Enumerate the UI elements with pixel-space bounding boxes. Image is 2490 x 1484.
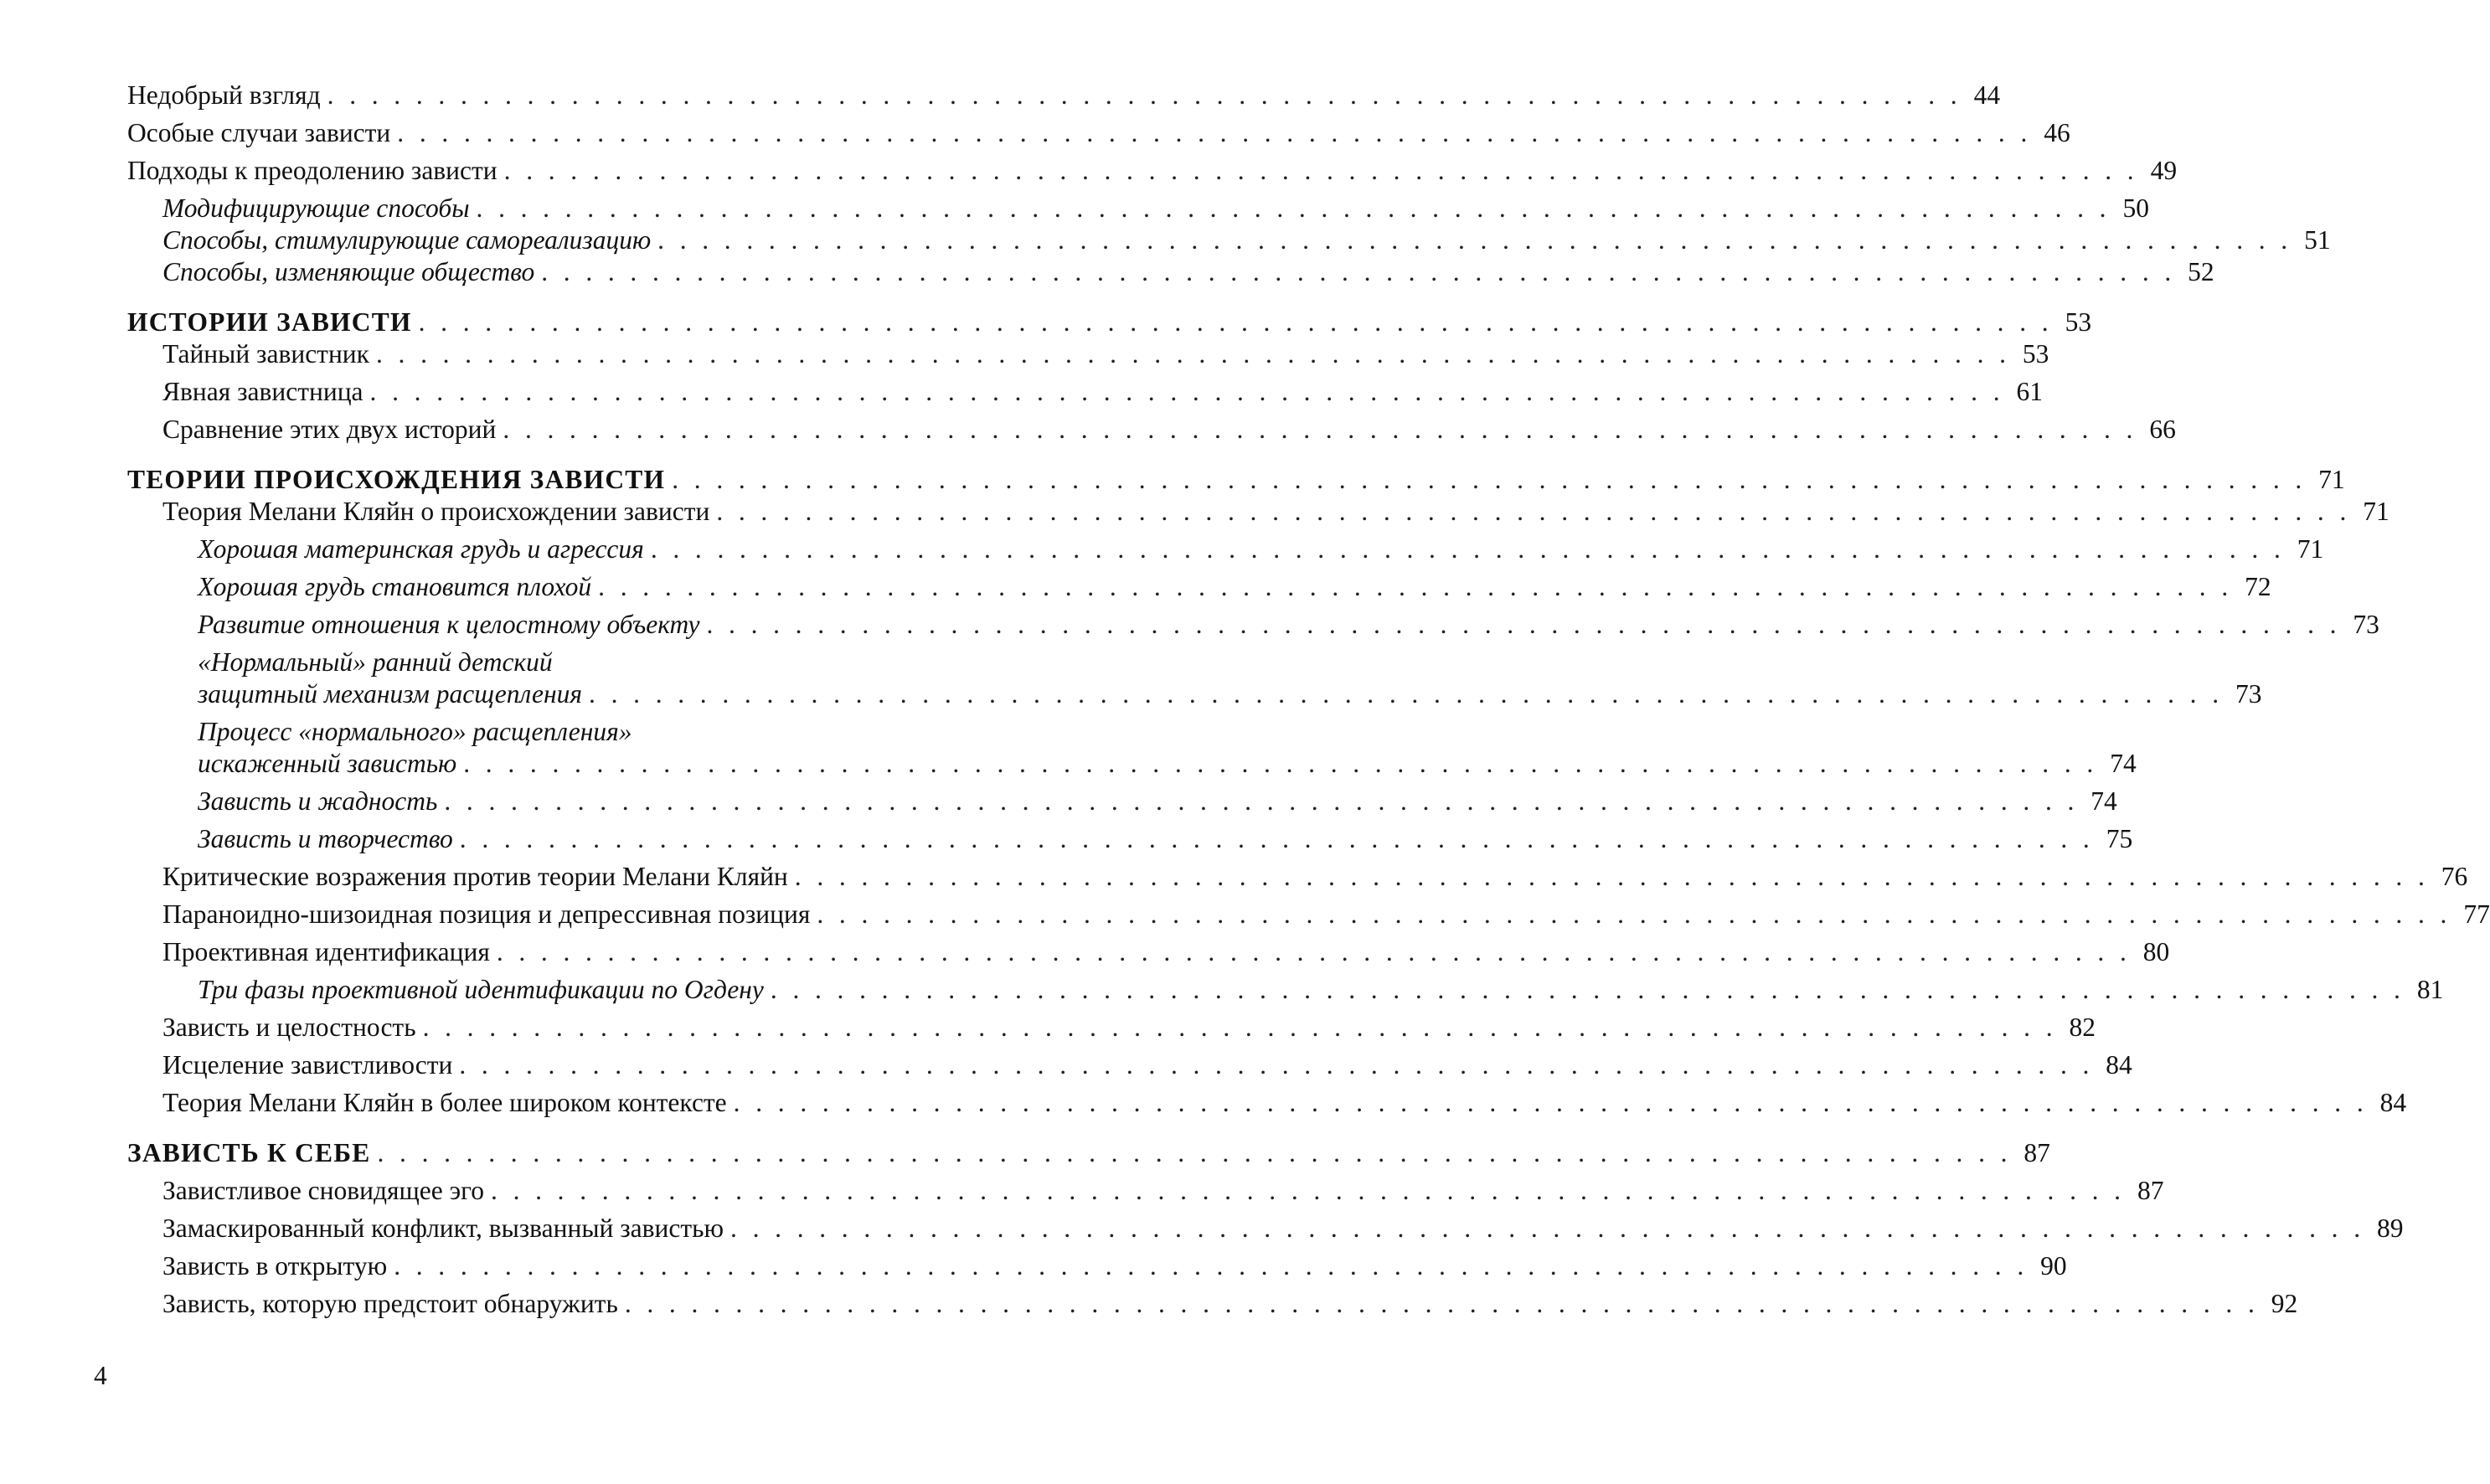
toc-entry-row bbox=[127, 464, 2345, 496]
toc-entry-row bbox=[198, 974, 2444, 1006]
toc-entry-row bbox=[198, 678, 2262, 710]
toc-entry-row bbox=[162, 1250, 2067, 1282]
toc-entry-page: 71 bbox=[2318, 465, 2345, 494]
toc-entry-row bbox=[127, 117, 2070, 149]
dot-leader: . . . . . . . . . . . . . . . . . . . . . . . . . . . . . . . . . . . . . . . . . . . . . . . . . . . . . . . . . . . . . . . . . . . . . . . . . . bbox=[770, 975, 2405, 1004]
toc-entry-title: Завистливое сновидящее эго bbox=[162, 1176, 485, 1205]
toc-entry[interactable] bbox=[127, 376, 2043, 408]
toc-entry[interactable] bbox=[127, 414, 2176, 446]
toc-entry-page: 74 bbox=[2110, 749, 2137, 778]
toc-entry-title: Хорошая грудь становится плохой bbox=[198, 572, 592, 601]
dot-leader: . . . . . . . . . . . . . . . . . . . . . . . . . . . . . . . . . . . . . . . . . . . . . . . . . . . . . . . . . . . . . . . . . . . . . . . . . . bbox=[375, 339, 2011, 368]
dot-leader: . . . . . . . . . . . . . . . . . . . . . . . . . . . . . . . . . . . . . . . . . . . . . . . . . . . . . . . . . . . . . . . . . . . . . . . . . . bbox=[541, 257, 2176, 286]
toc-entry[interactable] bbox=[127, 786, 2117, 817]
toc-entry[interactable] bbox=[127, 464, 2345, 496]
toc-entry-row bbox=[198, 823, 2133, 855]
toc-entry-page: 53 bbox=[2065, 307, 2092, 337]
toc-entry-row bbox=[198, 571, 2271, 603]
dot-leader: . . . . . . . . . . . . . . . . . . . . . . . . . . . . . . . . . . . . . . . . . . . . . . . . . . . . . . . . . . . . . . . . . . . . . . . . . . bbox=[733, 1088, 2369, 1117]
dot-leader: . . . . . . . . . . . . . . . . . . . . . . . . . . . . . . . . . . . . . . . . . . . . . . . . . . . . . . . . . . . . . . . . . . . . . . . . . . bbox=[459, 824, 2095, 853]
toc-entry-title-line1: «Нормальный» ранний детский bbox=[198, 647, 553, 677]
toc-entry-page: 52 bbox=[2188, 257, 2214, 286]
toc-entry[interactable] bbox=[127, 609, 2379, 641]
dot-leader: . . . . . . . . . . . . . . . . . . . . . . . . . . . . . . . . . . . . . . . . . . . . . . . . . . . . . . . . . . . . . . . . . . . . . . . . . . bbox=[418, 307, 2054, 337]
toc-entry-row bbox=[162, 1175, 2164, 1207]
toc-entry-title: Тайный завистник bbox=[162, 339, 369, 368]
page-number: 4 bbox=[94, 1361, 107, 1390]
dot-leader: . . . . . . . . . . . . . . . . . . . . . . . . . . . . . . . . . . . . . . . . . . . . . . . . . . . . . . . . . . . . . . . . . . . . . . . . . . bbox=[589, 679, 2224, 709]
dot-leader: . . . . . . . . . . . . . . . . . . . . . . . . . . . . . . . . . . . . . . . . . . . . . . . . . . . . . . . . . . . . . . . . . . . . . . . . . . bbox=[459, 1050, 2094, 1080]
dot-leader: . . . . . . . . . . . . . . . . . . . . . . . . . . . . . . . . . . . . . . . . . . . . . . . . . . . . . . . . . . . . . . . . . . . . . . . . . . bbox=[397, 118, 2032, 147]
toc-entry-page: 50 bbox=[2122, 193, 2149, 223]
dot-leader: . . . . . . . . . . . . . . . . . . . . . . . . . . . . . . . . . . . . . . . . . . . . . . . . . . . . . . . . . . . . . . . . . . . . . . . . . . bbox=[394, 1251, 2029, 1280]
toc-entry-title: ТЕОРИИ ПРОИСХОЖДЕНИЯ ЗАВИСТИ bbox=[127, 465, 666, 494]
toc-entry-title: Проективная идентификация bbox=[162, 937, 490, 966]
toc-entry-title: Критические возражения против теории Мелани Кляйн bbox=[162, 862, 788, 891]
toc-entry-page: 77 bbox=[2463, 899, 2490, 929]
dot-leader: . . . . . . . . . . . . . . . . . . . . . . . . . . . . . . . . . . . . . . . . . . . . . . . . . . . . . . . . . . . . . . . . . . . . . . . . . . bbox=[463, 749, 2098, 778]
toc-entry[interactable] bbox=[127, 256, 2214, 288]
toc-entry-page: 84 bbox=[2106, 1050, 2132, 1080]
dot-leader: . . . . . . . . . . . . . . . . . . . . . . . . . . . . . . . . . . . . . . . . . . . . . . . . . . . . . . . . . . . . . . . . . . . . . . . . . . bbox=[503, 415, 2137, 444]
dot-leader: . . . . . . . . . . . . . . . . . . . . . . . . . . . . . . . . . . . . . . . . . . . . . . . . . . . . . . . . . . . . . . . . . . . . . . . . . . bbox=[716, 497, 2351, 526]
toc-entry-row bbox=[198, 786, 2117, 817]
toc-entry[interactable] bbox=[127, 193, 2149, 224]
toc-entry-title: Теория Мелани Кляйн в более широком контексте bbox=[162, 1088, 727, 1117]
dot-leader: . . . . . . . . . . . . . . . . . . . . . . . . . . . . . . . . . . . . . . . . . . . . . . . . . . . . . . . . . . . . . . . . . . . . . . . . . . bbox=[817, 899, 2451, 929]
toc-entry-row bbox=[198, 533, 2324, 565]
toc-entry-row bbox=[162, 1087, 2407, 1119]
toc-entry-page: 73 bbox=[2235, 679, 2262, 709]
toc-entry-page: 61 bbox=[2016, 377, 2043, 406]
toc-entry[interactable] bbox=[127, 117, 2070, 149]
toc-entry[interactable] bbox=[127, 1049, 2132, 1081]
toc-entry-title: Теория Мелани Кляйн о происхождении зависти bbox=[162, 497, 710, 526]
toc-entry-title: Способы, стимулирующие самореализацию bbox=[162, 225, 652, 255]
toc-entry-page: 84 bbox=[2379, 1088, 2407, 1117]
dot-leader: . . . . . . . . . . . . . . . . . . . . . . . . . . . . . . . . . . . . . . . . . . . . . . . . . . . . . . . . . . . . . . . . . . . . . . . . . . bbox=[444, 786, 2079, 816]
toc-entry-row bbox=[162, 496, 2389, 528]
dot-leader: . . . . . . . . . . . . . . . . . . . . . . . . . . . . . . . . . . . . . . . . . . . . . . . . . . . . . . . . . . . . . . . . . . . . . . . . . . bbox=[706, 610, 2341, 639]
toc-entry[interactable] bbox=[127, 936, 2170, 968]
toc-entry-title-line1: Процесс «нормального» расщепления» bbox=[198, 717, 632, 746]
toc-entry-row bbox=[162, 338, 2049, 370]
toc-entry-page: 72 bbox=[2245, 572, 2271, 601]
toc-entry-title: Зависть и целостность bbox=[162, 1013, 416, 1042]
toc-entry-row bbox=[162, 224, 2331, 256]
toc-entry-page: 44 bbox=[1973, 80, 2001, 110]
toc-entry-row bbox=[162, 899, 2490, 930]
toc-entry[interactable] bbox=[127, 899, 2490, 930]
toc-entry-row bbox=[162, 1049, 2132, 1081]
toc-entry-page: 89 bbox=[2376, 1213, 2404, 1243]
toc-entry-row bbox=[162, 414, 2176, 446]
dot-leader: . . . . . . . . . . . . . . . . . . . . . . . . . . . . . . . . . . . . . . . . . . . . . . . . . . . . . . . . . . . . . . . . . . . . . . . . . . bbox=[369, 377, 2004, 406]
toc-entry-title: защитный механизм расщепления bbox=[198, 679, 583, 709]
toc-entry-title: Зависть и жадность bbox=[198, 786, 438, 816]
toc-entry[interactable] bbox=[127, 496, 2389, 528]
toc-entry-row bbox=[162, 256, 2214, 288]
toc-entry[interactable] bbox=[127, 647, 2262, 710]
toc-entry[interactable] bbox=[127, 155, 2178, 187]
toc-entry-row bbox=[162, 936, 2170, 968]
toc-entry-title: Исцеление завистливости bbox=[162, 1050, 453, 1080]
toc-entry[interactable] bbox=[127, 1288, 2298, 1320]
toc-entry-title: Зависть в открытую bbox=[162, 1251, 388, 1280]
toc-entry-title: Подходы к преодолению зависти bbox=[127, 156, 497, 185]
toc-entry-row bbox=[162, 861, 2468, 893]
toc-entry-title: Модифицирующие способы bbox=[162, 193, 470, 223]
dot-leader: . . . . . . . . . . . . . . . . . . . . . . . . . . . . . . . . . . . . . . . . . . . . . . . . . . . . . . . . . . . . . . . . . . . . . . . . . . bbox=[491, 1176, 2126, 1205]
toc-entry[interactable] bbox=[127, 1175, 2164, 1207]
dot-leader: . . . . . . . . . . . . . . . . . . . . . . . . . . . . . . . . . . . . . . . . . . . . . . . . . . . . . . . . . . . . . . . . . . . . . . . . . . bbox=[730, 1213, 2365, 1243]
toc-entry-row bbox=[162, 376, 2043, 408]
toc-entry-row bbox=[198, 748, 2137, 780]
toc-entry-page: 46 bbox=[2044, 118, 2070, 147]
toc-entry-page: 51 bbox=[2304, 225, 2331, 255]
toc-entry-page: 90 bbox=[2040, 1251, 2067, 1280]
dot-leader: . . . . . . . . . . . . . . . . . . . . . . . . . . . . . . . . . . . . . . . . . . . . . . . . . . . . . . . . . . . . . . . . . . . . . . . . . . bbox=[672, 465, 2307, 494]
dot-leader: . . . . . . . . . . . . . . . . . . . . . . . . . . . . . . . . . . . . . . . . . . . . . . . . . . . . . . . . . . . . . . . . . . . . . . . . . . bbox=[327, 80, 1962, 110]
dot-leader: . . . . . . . . . . . . . . . . . . . . . . . . . . . . . . . . . . . . . . . . . . . . . . . . . . . . . . . . . . . . . . . . . . . . . . . . . . bbox=[496, 937, 2132, 966]
toc-entry[interactable] bbox=[127, 338, 2049, 370]
toc-entry-page: 92 bbox=[2271, 1289, 2298, 1318]
toc-entry[interactable] bbox=[127, 1213, 2404, 1244]
toc-entry-row bbox=[127, 307, 2092, 338]
toc-entry-row bbox=[162, 1288, 2298, 1320]
toc-entry-page: 80 bbox=[2142, 937, 2170, 966]
toc-entry-title: Зависть и творчество bbox=[198, 824, 453, 853]
dot-leader: . . . . . . . . . . . . . . . . . . . . . . . . . . . . . . . . . . . . . . . . . . . . . . . . . . . . . . . . . . . . . . . . . . . . . . . . . . bbox=[377, 1138, 2012, 1167]
toc-entry-page: 75 bbox=[2106, 824, 2133, 853]
toc-entry-title: Особые случаи зависти bbox=[127, 118, 391, 147]
dot-leader: . . . . . . . . . . . . . . . . . . . . . . . . . . . . . . . . . . . . . . . . . . . . . . . . . . . . . . . . . . . . . . . . . . . . . . . . . . bbox=[624, 1289, 2260, 1318]
toc-entry[interactable] bbox=[127, 533, 2324, 565]
toc-entry-title: ИСТОРИИ ЗАВИСТИ bbox=[127, 307, 412, 337]
toc-entry-page: 81 bbox=[2416, 975, 2444, 1004]
toc-entry[interactable] bbox=[127, 1087, 2407, 1119]
toc-entry[interactable] bbox=[127, 1012, 2096, 1043]
toc-entry-row bbox=[127, 80, 2001, 111]
dot-leader: . . . . . . . . . . . . . . . . . . . . . . . . . . . . . . . . . . . . . . . . . . . . . . . . . . . . . . . . . . . . . . . . . . . . . . . . . . bbox=[794, 862, 2430, 891]
dot-leader: . . . . . . . . . . . . . . . . . . . . . . . . . . . . . . . . . . . . . . . . . . . . . . . . . . . . . . . . . . . . . . . . . . . . . . . . . . bbox=[503, 156, 2139, 185]
toc-entry[interactable] bbox=[127, 1137, 2050, 1169]
toc-entry[interactable] bbox=[127, 224, 2331, 256]
toc-entry-page: 71 bbox=[2297, 534, 2324, 564]
toc-entry-row bbox=[162, 1213, 2404, 1244]
dot-leader: . . . . . . . . . . . . . . . . . . . . . . . . . . . . . . . . . . . . . . . . . . . . . . . . . . . . . . . . . . . . . . . . . . . . . . . . . . bbox=[422, 1013, 2057, 1042]
toc-entry-page: 82 bbox=[2069, 1013, 2096, 1042]
toc-entry[interactable] bbox=[127, 974, 2444, 1006]
toc-entry-title: Явная завистница bbox=[162, 377, 363, 406]
toc-entry-page: 87 bbox=[2137, 1176, 2164, 1205]
toc-entry-page: 76 bbox=[2441, 862, 2468, 891]
dot-leader: . . . . . . . . . . . . . . . . . . . . . . . . . . . . . . . . . . . . . . . . . . . . . . . . . . . . . . . . . . . . . . . . . . . . . . . . . . bbox=[476, 193, 2111, 223]
dot-leader: . . . . . . . . . . . . . . . . . . . . . . . . . . . . . . . . . . . . . . . . . . . . . . . . . . . . . . . . . . . . . . . . . . . . . . . . . . bbox=[598, 572, 2233, 601]
toc-entry-page: 49 bbox=[2150, 156, 2178, 185]
toc-entry-row bbox=[162, 193, 2149, 224]
toc-entry-page: 74 bbox=[2090, 786, 2117, 816]
toc-entry[interactable] bbox=[127, 716, 2137, 780]
toc-entry[interactable] bbox=[127, 823, 2133, 855]
toc-entry-title: Хорошая материнская грудь и агрессия bbox=[198, 534, 644, 564]
toc-entry-row bbox=[162, 1012, 2096, 1043]
dot-leader: . . . . . . . . . . . . . . . . . . . . . . . . . . . . . . . . . . . . . . . . . . . . . . . . . . . . . . . . . . . . . . . . . . . . . . . . . . bbox=[657, 225, 2292, 255]
dot-leader: . . . . . . . . . . . . . . . . . . . . . . . . . . . . . . . . . . . . . . . . . . . . . . . . . . . . . . . . . . . . . . . . . . . . . . . . . . bbox=[650, 534, 2286, 564]
toc-entry[interactable] bbox=[127, 571, 2271, 603]
toc-entry-title: Замаскированный конфликт, вызванный завистью bbox=[162, 1213, 724, 1243]
toc-entry-title: Параноидно-шизоидная позиция и депрессивная позиция bbox=[162, 899, 811, 929]
toc-entry[interactable] bbox=[127, 307, 2092, 338]
toc-entry-row bbox=[127, 155, 2178, 187]
toc-entry[interactable] bbox=[127, 1250, 2067, 1282]
toc-entry-row bbox=[198, 609, 2379, 641]
toc-entry-title: Способы, изменяющие общество bbox=[162, 257, 535, 286]
toc-entry-page: 73 bbox=[2353, 610, 2379, 639]
toc-entry-title: Сравнение этих двух историй bbox=[162, 415, 497, 444]
toc-entry-title: ЗАВИСТЬ К СЕБЕ bbox=[127, 1138, 371, 1167]
toc-entry-title: Три фазы проективной идентификации по Огдену bbox=[198, 975, 764, 1004]
toc-entry-title: Недобрый взгляд bbox=[127, 80, 321, 110]
toc-entry-title: искаженный завистью bbox=[198, 749, 457, 778]
toc-entry-title: Развитие отношения к целостному объекту bbox=[198, 610, 700, 639]
toc-entry[interactable] bbox=[127, 861, 2468, 893]
toc-entry-page: 53 bbox=[2022, 339, 2049, 368]
toc-entry[interactable] bbox=[127, 80, 2001, 111]
toc-entry-page: 66 bbox=[2149, 415, 2176, 444]
toc-entry-row bbox=[127, 1137, 2050, 1169]
toc-entry-page: 87 bbox=[2023, 1138, 2050, 1167]
toc-entry-page: 71 bbox=[2363, 497, 2389, 526]
toc-entry-title: Зависть, которую предстоит обнаружить bbox=[162, 1289, 618, 1318]
table-of-contents bbox=[127, 80, 2490, 1320]
